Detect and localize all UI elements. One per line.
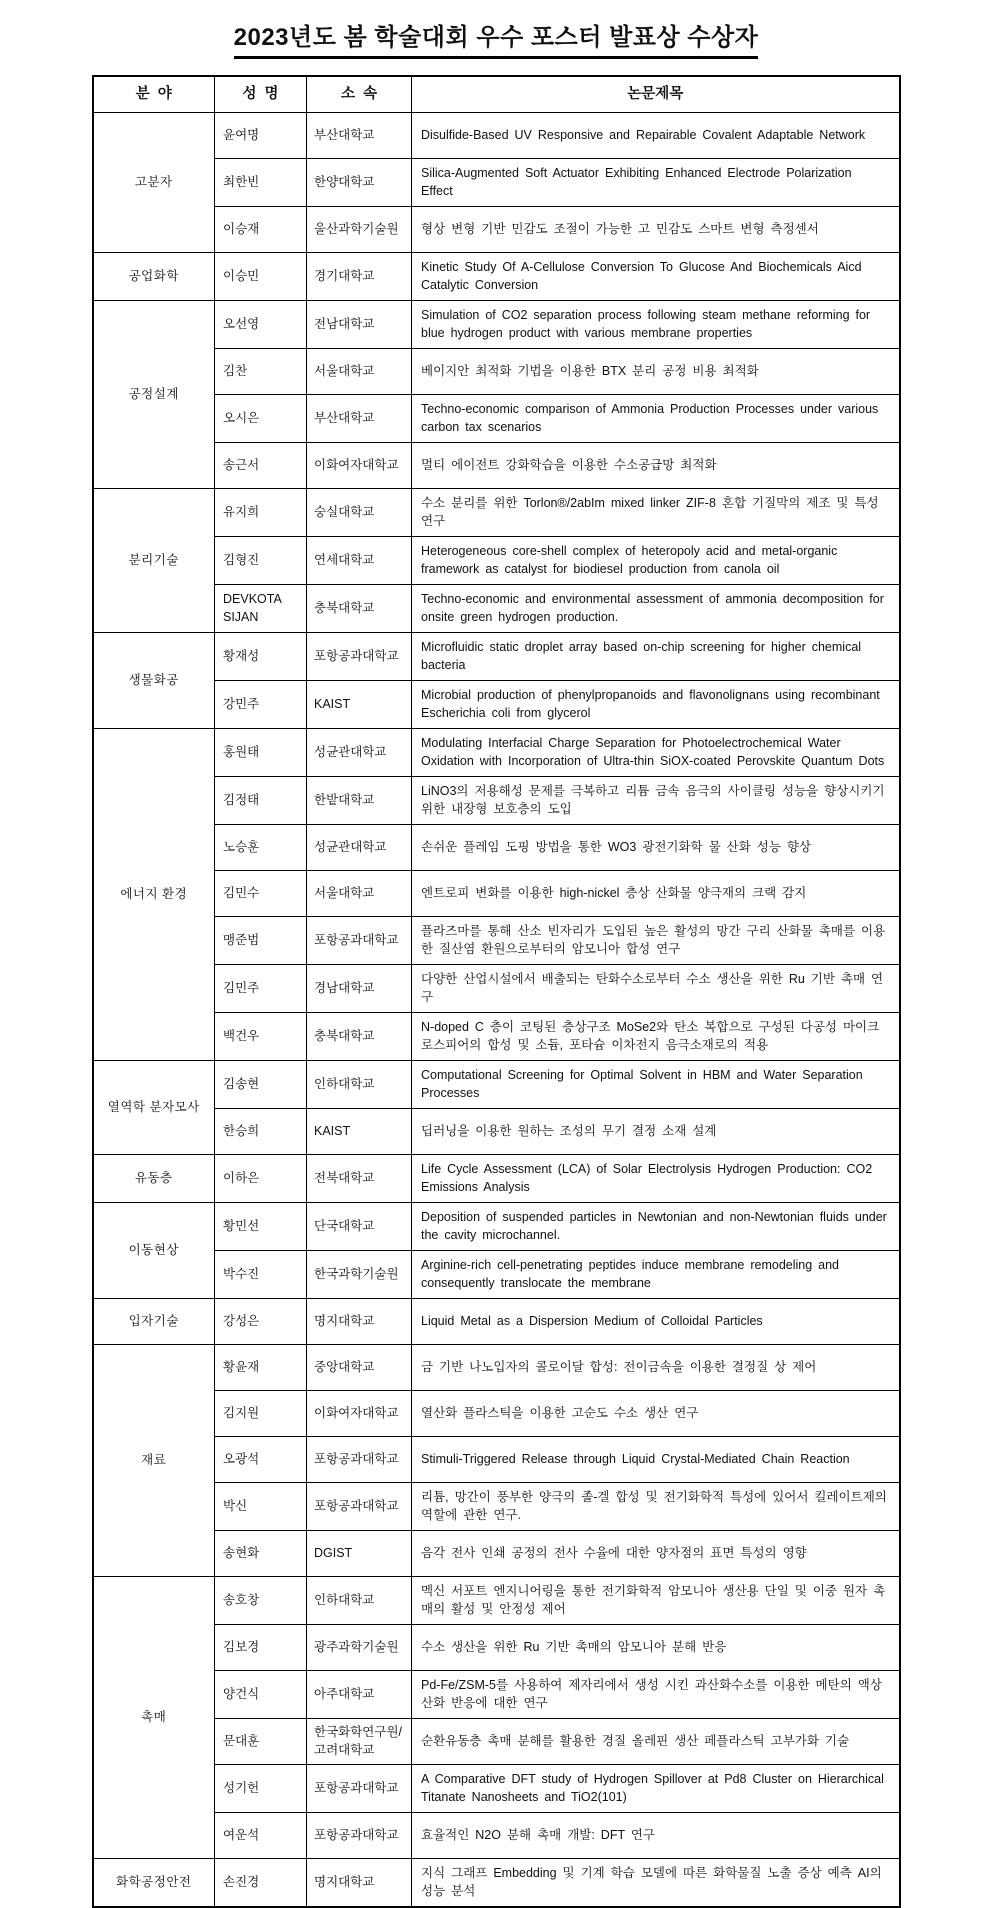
affiliation-cell: 단국대학교	[307, 1203, 412, 1251]
table-row	[93, 1155, 900, 1203]
name-cell: 송현화	[215, 1531, 307, 1577]
paper-title-cell: 멕신 서포트 엔지니어링을 통한 전기화학적 암모니아 생산용 단일 및 이중 원자 촉매의 활성 및 안정성 제어	[412, 1577, 900, 1625]
paper-title-cell: 손쉬운 플레임 도핑 방법을 통한 WO3 광전기화학 물 산화 성능 향상	[412, 825, 900, 871]
table-header-row	[93, 76, 900, 113]
name-cell: 김정태	[215, 777, 307, 825]
header-paper-title: 논문제목	[412, 76, 900, 113]
field-cell: 열역학 분자모사	[93, 1061, 215, 1155]
table-row	[93, 917, 900, 965]
name-cell: 이하은	[215, 1155, 307, 1203]
affiliation-cell: 포항공과대학교	[307, 1765, 412, 1813]
name-cell: 이승재	[215, 207, 307, 253]
affiliation-cell: 포항공과대학교	[307, 633, 412, 681]
paper-title-cell: Microfluidic static droplet array based on-chip screening for higher chemical bacteria	[412, 633, 900, 681]
name-cell: 송근서	[215, 443, 307, 489]
affiliation-cell: 한밭대학교	[307, 777, 412, 825]
affiliation-cell: 경기대학교	[307, 253, 412, 301]
awards-table	[92, 75, 901, 1908]
affiliation-cell: 명지대학교	[307, 1859, 412, 1908]
paper-title-cell: Heterogeneous core-shell complex of heteropoly acid and metal-organic framework as catalyst for biodiesel production from canola oil	[412, 537, 900, 585]
name-cell: 강성은	[215, 1299, 307, 1345]
affiliation-cell: 부산대학교	[307, 395, 412, 443]
paper-title-cell: 순환유동층 촉매 분해를 활용한 경질 올레핀 생산 페플라스틱 고부가화 기술	[412, 1719, 900, 1765]
name-cell: 김민주	[215, 965, 307, 1013]
table-row	[93, 113, 900, 159]
table-row	[93, 395, 900, 443]
paper-title-cell: 딥러닝을 이용한 원하는 조성의 무기 결정 소재 설계	[412, 1109, 900, 1155]
affiliation-cell: 경남대학교	[307, 965, 412, 1013]
table-row	[93, 253, 900, 301]
affiliation-cell: 연세대학교	[307, 537, 412, 585]
header-affiliation: 소 속	[307, 76, 412, 113]
paper-title-cell: 효율적인 N2O 분해 촉매 개발: DFT 연구	[412, 1813, 900, 1859]
awards-table-body	[93, 113, 900, 1908]
table-row	[93, 1765, 900, 1813]
paper-title-cell: Pd-Fe/ZSM-5를 사용하여 제자리에서 생성 시킨 과산화수소를 이용한 메탄의 액상산화 반응에 대한 연구	[412, 1671, 900, 1719]
paper-title-cell: Liquid Metal as a Dispersion Medium of Colloidal Particles	[412, 1299, 900, 1345]
name-cell: 한승희	[215, 1109, 307, 1155]
affiliation-cell: 숭실대학교	[307, 489, 412, 537]
table-row	[93, 349, 900, 395]
affiliation-cell: 인하대학교	[307, 1577, 412, 1625]
name-cell: 유지희	[215, 489, 307, 537]
paper-title-cell: Life Cycle Assessment (LCA) of Solar Electrolysis Hydrogen Production: CO2 Emissions Analysis	[412, 1155, 900, 1203]
table-row	[93, 1203, 900, 1251]
name-cell: 황민선	[215, 1203, 307, 1251]
paper-title-cell: Stimuli-Triggered Release through Liquid Crystal-Mediated Chain Reaction	[412, 1437, 900, 1483]
name-cell: 오선영	[215, 301, 307, 349]
page-title	[0, 16, 992, 59]
paper-title-cell: Silica-Augmented Soft Actuator Exhibiting Enhanced Electrode Polarization Effect	[412, 159, 900, 207]
name-cell: 윤여명	[215, 113, 307, 159]
affiliation-cell: 광주과학기술원	[307, 1625, 412, 1671]
table-row	[93, 871, 900, 917]
table-row	[93, 1625, 900, 1671]
affiliation-cell: 충북대학교	[307, 585, 412, 633]
name-cell: 문대훈	[215, 1719, 307, 1765]
paper-title-cell: Techno-economic and environmental assessment of ammonia decomposition for onsite green hydrogen production.	[412, 585, 900, 633]
name-cell: 양건식	[215, 1671, 307, 1719]
field-cell: 생물화공	[93, 633, 215, 729]
table-row	[93, 1577, 900, 1625]
name-cell: 맹준범	[215, 917, 307, 965]
name-cell: 황재성	[215, 633, 307, 681]
table-row	[93, 1859, 900, 1908]
name-cell: 백건우	[215, 1013, 307, 1061]
paper-title-cell: 수소 생산을 위한 Ru 기반 촉매의 암모니아 분해 반응	[412, 1625, 900, 1671]
table-row	[93, 1483, 900, 1531]
paper-title-cell: Arginine-rich cell-penetrating peptides induce membrane remodeling and consequently translocate the membrane	[412, 1251, 900, 1299]
field-cell: 입자기술	[93, 1299, 215, 1345]
field-cell: 에너지 환경	[93, 729, 215, 1061]
paper-title-cell: 다양한 산업시설에서 배출되는 탄화수소로부터 수소 생산을 위한 Ru 기반 촉매 연구	[412, 965, 900, 1013]
table-row	[93, 1013, 900, 1061]
affiliation-cell: 부산대학교	[307, 113, 412, 159]
table-row	[93, 729, 900, 777]
paper-title-cell: 수소 분리를 위한 Torlon®/2abIm mixed linker ZIF-8 혼합 기질막의 제조 및 특성 연구	[412, 489, 900, 537]
paper-title-cell: 음각 전사 인쇄 공정의 전사 수율에 대한 양자점의 표면 특성의 영향	[412, 1531, 900, 1577]
paper-title-cell: A Comparative DFT study of Hydrogen Spillover at Pd8 Cluster on Hierarchical Titanate Nanosheets and TiO2(101)	[412, 1765, 900, 1813]
table-row	[93, 965, 900, 1013]
affiliation-cell: 아주대학교	[307, 1671, 412, 1719]
table-row	[93, 1109, 900, 1155]
table-row	[93, 1251, 900, 1299]
paper-title-cell: Computational Screening for Optimal Solvent in HBM and Water Separation Processes	[412, 1061, 900, 1109]
affiliation-cell: 이화여자대학교	[307, 1391, 412, 1437]
table-row	[93, 1671, 900, 1719]
name-cell: 강민주	[215, 681, 307, 729]
header-name: 성 명	[215, 76, 307, 113]
affiliation-cell: 중앙대학교	[307, 1345, 412, 1391]
table-row	[93, 1437, 900, 1483]
field-cell: 분리기술	[93, 489, 215, 633]
name-cell: 최한빈	[215, 159, 307, 207]
name-cell: 김형진	[215, 537, 307, 585]
affiliation-cell: DGIST	[307, 1531, 412, 1577]
name-cell: 김송현	[215, 1061, 307, 1109]
name-cell: 노승훈	[215, 825, 307, 871]
name-cell: 이승민	[215, 253, 307, 301]
name-cell: 황윤재	[215, 1345, 307, 1391]
field-cell: 공정설계	[93, 301, 215, 489]
name-cell: 박수진	[215, 1251, 307, 1299]
name-cell: 성기헌	[215, 1765, 307, 1813]
affiliation-cell: 포항공과대학교	[307, 1813, 412, 1859]
table-row	[93, 585, 900, 633]
table-row	[93, 1813, 900, 1859]
field-cell: 고분자	[93, 113, 215, 253]
affiliation-cell: 인하대학교	[307, 1061, 412, 1109]
name-cell: 박신	[215, 1483, 307, 1531]
table-row	[93, 443, 900, 489]
affiliation-cell: 한국화학연구원/고려대학교	[307, 1719, 412, 1765]
paper-title-cell: 엔트로피 변화를 이용한 high-nickel 층상 산화물 양극재의 크랙 감지	[412, 871, 900, 917]
field-cell: 이동현상	[93, 1203, 215, 1299]
table-row	[93, 681, 900, 729]
table-row	[93, 159, 900, 207]
affiliation-cell: 성균관대학교	[307, 729, 412, 777]
paper-title-cell: 열산화 플라스틱을 이용한 고순도 수소 생산 연구	[412, 1391, 900, 1437]
name-cell: 김민수	[215, 871, 307, 917]
affiliation-cell: 충북대학교	[307, 1013, 412, 1061]
affiliation-cell: 이화여자대학교	[307, 443, 412, 489]
affiliation-cell: 포항공과대학교	[307, 1437, 412, 1483]
name-cell: 여운석	[215, 1813, 307, 1859]
field-cell: 촉매	[93, 1577, 215, 1859]
table-row	[93, 633, 900, 681]
name-cell: 홍원태	[215, 729, 307, 777]
paper-title-cell: 지식 그래프 Embedding 및 기계 학습 모델에 따른 화학물질 노출 증상 예측 AI의 성능 분석	[412, 1859, 900, 1908]
table-row	[93, 489, 900, 537]
paper-title-cell: N-doped C 층이 코팅된 층상구조 MoSe2와 탄소 복합으로 구성된 다공성 마이크로스피어의 합성 및 소듐, 포타슘 이차전지 음극소재로의 적용	[412, 1013, 900, 1061]
table-row	[93, 301, 900, 349]
paper-title-cell: LiNO3의 저용해성 문제를 극복하고 리튬 금속 음극의 사이클링 성능을 향상시키기 위한 내장형 보호층의 도입	[412, 777, 900, 825]
paper-title-cell: 형상 변형 기반 민감도 조절이 가능한 고 민감도 스마트 변형 측정센서	[412, 207, 900, 253]
table-row	[93, 1719, 900, 1765]
affiliation-cell: 울산과학기술원	[307, 207, 412, 253]
affiliation-cell: 성균관대학교	[307, 825, 412, 871]
affiliation-cell: 전북대학교	[307, 1155, 412, 1203]
paper-title-cell: 금 기반 나노입자의 콜로이달 합성: 전이금속을 이용한 결정질 상 제어	[412, 1345, 900, 1391]
field-cell: 재료	[93, 1345, 215, 1577]
paper-title-cell: Simulation of CO2 separation process following steam methane reforming for blue hydrogen product with various membrane properties	[412, 301, 900, 349]
table-row	[93, 1299, 900, 1345]
table-row	[93, 1061, 900, 1109]
page-title-text: 2023년도 봄 학술대회 우수 포스터 발표상 수상자	[234, 23, 759, 59]
paper-title-cell: Techno-economic comparison of Ammonia Production Processes under various carbon tax scenarios	[412, 395, 900, 443]
name-cell: 오시은	[215, 395, 307, 443]
paper-title-cell: Microbial production of phenylpropanoids and flavonolignans using recombinant Escherichia coli from glycerol	[412, 681, 900, 729]
affiliation-cell: 서울대학교	[307, 349, 412, 395]
field-cell: 화학공정안전	[93, 1859, 215, 1908]
name-cell: 오광석	[215, 1437, 307, 1483]
table-row	[93, 537, 900, 585]
table-row	[93, 825, 900, 871]
name-cell: 송호창	[215, 1577, 307, 1625]
table-row	[93, 1345, 900, 1391]
field-cell: 유동층	[93, 1155, 215, 1203]
affiliation-cell: 명지대학교	[307, 1299, 412, 1345]
paper-title-cell: Deposition of suspended particles in Newtonian and non-Newtonian fluids under the cavity microchannel.	[412, 1203, 900, 1251]
affiliation-cell: KAIST	[307, 681, 412, 729]
name-cell: 손진경	[215, 1859, 307, 1908]
affiliation-cell: 포항공과대학교	[307, 917, 412, 965]
field-cell: 공업화학	[93, 253, 215, 301]
paper-title-cell: 리튬, 망간이 풍부한 양극의 졸-겔 합성 및 전기화학적 특성에 있어서 킬레이트제의 역할에 관한 연구.	[412, 1483, 900, 1531]
paper-title-cell: 베이지안 최적화 기법을 이용한 BTX 분리 공정 비용 최적화	[412, 349, 900, 395]
name-cell: DEVKOTA SIJAN	[215, 585, 307, 633]
affiliation-cell: 서울대학교	[307, 871, 412, 917]
affiliation-cell: 전남대학교	[307, 301, 412, 349]
paper-title-cell: 멀티 에이전트 강화학습을 이용한 수소공급망 최적화	[412, 443, 900, 489]
header-field: 분 야	[93, 76, 215, 113]
paper-title-cell: Modulating Interfacial Charge Separation for Photoelectrochemical Water Oxidation with Incorporation of Ultra-thin SiOX-coated Perovskite Quantum Dots	[412, 729, 900, 777]
paper-title-cell: 플라즈마를 통해 산소 빈자리가 도입된 높은 활성의 망간 구리 산화물 촉매를 이용한 질산염 환원으로부터의 암모니아 합성 연구	[412, 917, 900, 965]
affiliation-cell: 포항공과대학교	[307, 1483, 412, 1531]
affiliation-cell: 한국과학기술원	[307, 1251, 412, 1299]
table-row	[93, 207, 900, 253]
affiliation-cell: 한양대학교	[307, 159, 412, 207]
paper-title-cell: Kinetic Study Of A-Cellulose Conversion To Glucose And Biochemicals Aicd Catalytic Conversion	[412, 253, 900, 301]
name-cell: 김찬	[215, 349, 307, 395]
table-row	[93, 1531, 900, 1577]
name-cell: 김보경	[215, 1625, 307, 1671]
table-row	[93, 1391, 900, 1437]
table-row	[93, 777, 900, 825]
affiliation-cell: KAIST	[307, 1109, 412, 1155]
paper-title-cell: Disulfide-Based UV Responsive and Repairable Covalent Adaptable Network	[412, 113, 900, 159]
name-cell: 김지원	[215, 1391, 307, 1437]
